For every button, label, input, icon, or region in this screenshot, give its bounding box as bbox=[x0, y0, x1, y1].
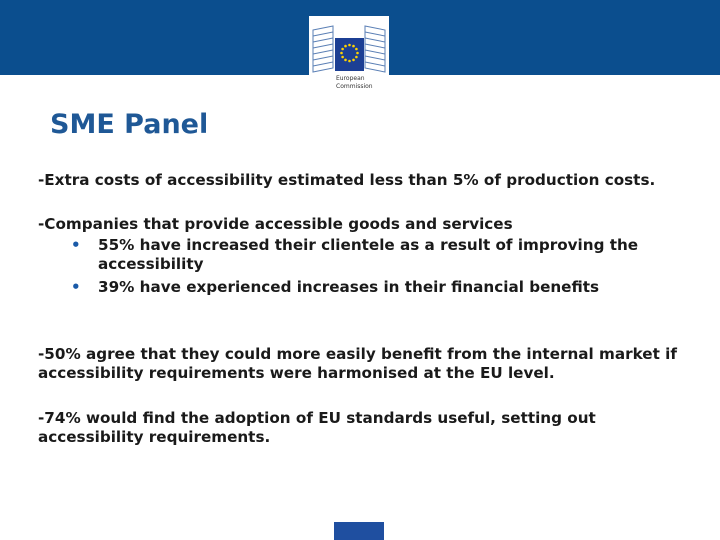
list-item bbox=[38, 236, 703, 274]
eu-flag-icon bbox=[335, 38, 364, 71]
paragraph-internal-market: -50% agree that they could more easily benefit from the internal market if accessibility requirements were harmonised at the EU level. bbox=[38, 345, 677, 382]
european-commission-logo bbox=[309, 16, 389, 98]
list-item bbox=[38, 278, 703, 297]
paragraph-companies: -Companies that provide accessible goods and services bbox=[38, 215, 513, 233]
bullet-icon: • bbox=[71, 278, 81, 296]
bullet-text: 39% have experienced increases in their financial benefits bbox=[98, 278, 600, 296]
paragraph-extra-costs: -Extra costs of accessibility estimated less than 5% of production costs. bbox=[38, 171, 656, 189]
slide-title: SME Panel bbox=[50, 109, 209, 140]
paragraph-eu-standards: -74% would find the adoption of EU standards useful, setting out accessibility requirements. bbox=[38, 409, 596, 446]
logo-text-european: European bbox=[336, 75, 365, 82]
footer-accent-bar bbox=[334, 522, 384, 540]
bullet-list bbox=[38, 236, 703, 297]
logo-text-commission: Commission bbox=[336, 83, 373, 90]
bullet-text: 55% have increased their clientele as a result of improving the accessibility bbox=[98, 236, 639, 273]
bullet-icon: • bbox=[71, 236, 81, 254]
slide-content bbox=[38, 171, 703, 447]
